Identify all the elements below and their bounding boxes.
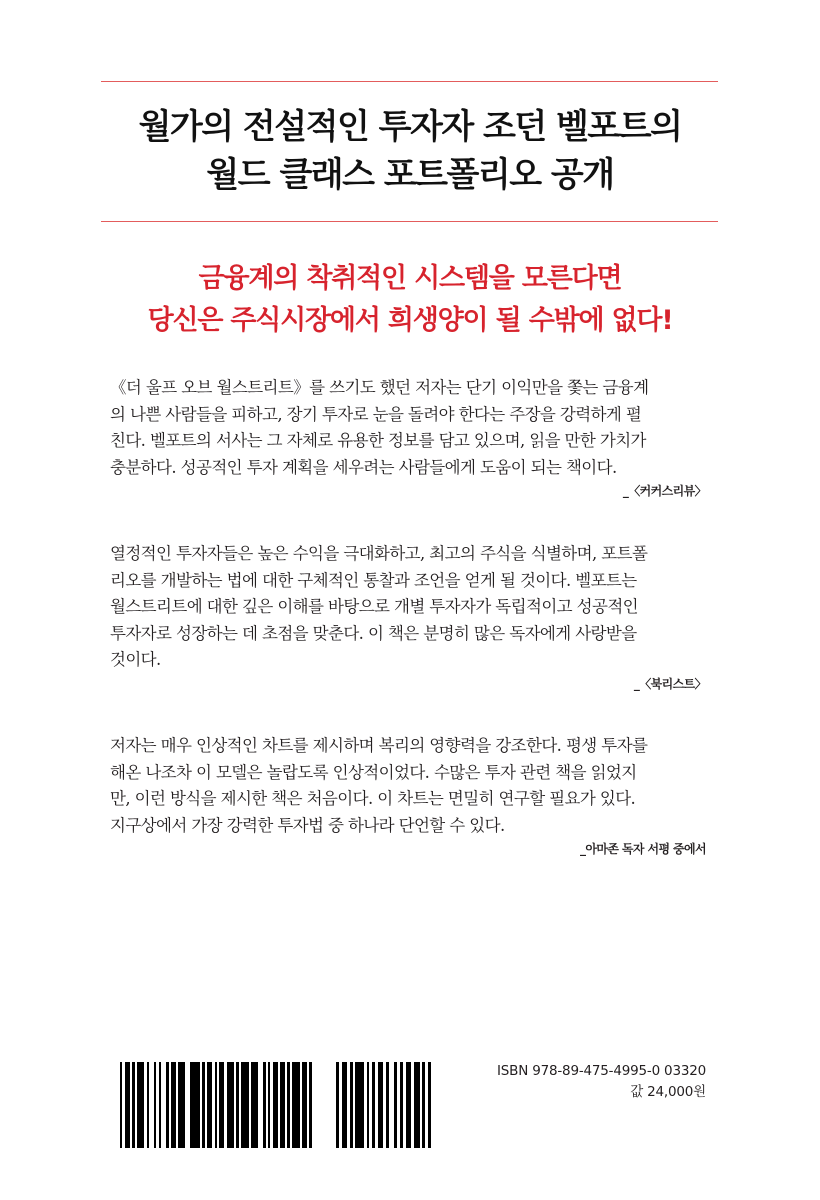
subhead-line-2: 당신은 주식시장에서 희생양이 될 수밖에 없다! [147, 305, 673, 336]
review-line: 리오를 개발하는 법에 대한 구체적인 통찰과 조언을 얻게 될 것이다. 벨포트는 [110, 570, 637, 590]
isbn-price-block [460, 1061, 706, 1103]
review-line: 해온 나조차 이 모델은 놀랍도록 인상적이었다. 수많은 투자 관련 책을 읽었지 [110, 762, 637, 782]
review-source: _아마존 독자 서평 중에서 [579, 842, 706, 856]
bottom-divider-rule [101, 221, 718, 222]
review-source: _〈북리스트〉 [633, 676, 706, 691]
subhead-line-1: 금융계의 착취적인 시스템을 모른다면 [198, 263, 622, 294]
review-source: _〈커커스리뷰〉 [622, 484, 706, 498]
review-line: 저자는 매우 인상적인 차트를 제시하며 복리의 영향력을 강조한다. 평생 투자를 [110, 736, 648, 755]
review-line: 지구상에서 가장 강력한 투자법 중 하나라 단언할 수 있다. [110, 815, 505, 835]
review-amazon [110, 733, 710, 859]
price-label: 값 24,000원 [630, 1084, 706, 1100]
review-line: 친다. 벨포트의 서사는 그 자체로 유용한 정보를 담고 있으며, 읽을 만한 가치가 [110, 431, 646, 450]
top-divider-rule [101, 81, 718, 82]
review-line: 투자자로 성장하는 데 초점을 맞춘다. 이 책은 분명히 많은 독자에게 사랑받을 [110, 623, 637, 643]
review-line: 만, 이런 방식을 제시한 책은 처음이다. 이 차트는 면밀히 연구할 필요가 있다. [110, 789, 636, 808]
review-kirkus [110, 375, 710, 501]
isbn-number: ISBN 978-89-475-4995-0 03320 [497, 1063, 706, 1079]
price-addon-barcode-icon [336, 1062, 431, 1148]
review-line: 《더 울프 오브 월스트리트》를 쓰기도 했던 저자는 단기 이익만을 쫓는 금융계 [110, 378, 649, 397]
subhead-tagline [100, 258, 720, 342]
headline-line-1: 월가의 전설적인 투자자 조던 벨포트의 [138, 107, 682, 147]
review-line: 열정적인 투자자들은 높은 수익을 극대화하고, 최고의 주식을 식별하며, 포트폴 [110, 544, 648, 563]
review-line: 충분하다. 성공적인 투자 계획을 세우려는 사람들에게 도움이 되는 책이다. [110, 457, 617, 477]
review-line: 의 나쁜 사람들을 피하고, 장기 투자로 눈을 돌려야 한다는 주장을 강력하게 펼 [110, 404, 642, 424]
review-line: 것이다. [110, 650, 161, 669]
headline-line-2: 월드 클래스 포트폴리오 공개 [206, 155, 614, 195]
review-booklist [110, 541, 710, 694]
isbn-barcode-icon [120, 1062, 312, 1148]
headline [100, 103, 720, 199]
review-line: 월스트리트에 대한 깊은 이해를 바탕으로 개별 투자자가 독립적이고 성공적인 [110, 597, 639, 616]
